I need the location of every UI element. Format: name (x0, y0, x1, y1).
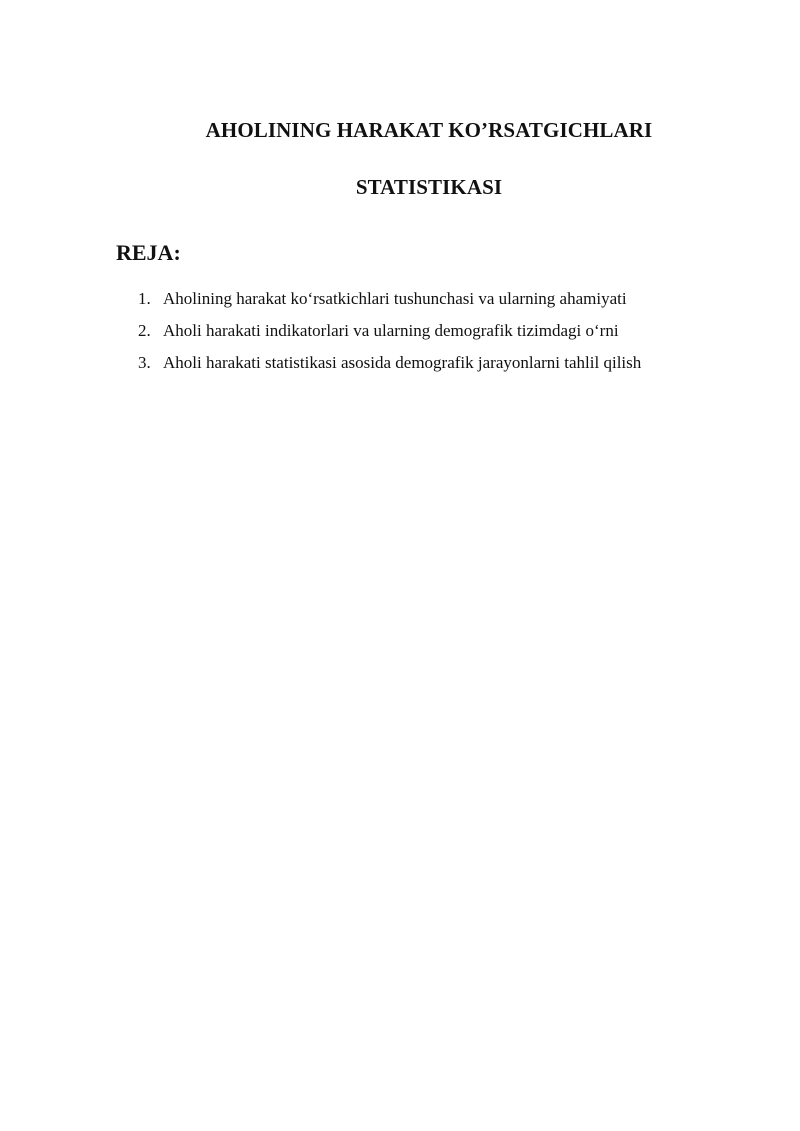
plan-item-text: Aholi harakati statistikasi asosida demografik jarayonlarni tahlil qilish (163, 353, 642, 372)
plan-item-text: Aholining harakat ko‘rsatkichlari tushunchasi va ularning ahamiyati (163, 289, 627, 308)
plan-item-number: 2. (138, 321, 151, 340)
plan-item-number: 1. (138, 289, 151, 308)
plan-item-1 (138, 289, 641, 321)
section-heading-reja: REJA: (116, 240, 181, 265)
plan-list (138, 289, 641, 385)
plan-item-number: 3. (138, 353, 151, 372)
plan-item-text: Aholi harakati indikatorlari va ularning demografik tizimdagi o‘rni (163, 321, 619, 340)
document-title-line-1: AHOLINING HARAKAT KO’RSATGICHLARI (205, 118, 653, 142)
document-title-line-2: STATISTIKASI (355, 175, 503, 199)
plan-item-2 (138, 321, 641, 353)
plan-item-3 (138, 353, 641, 385)
